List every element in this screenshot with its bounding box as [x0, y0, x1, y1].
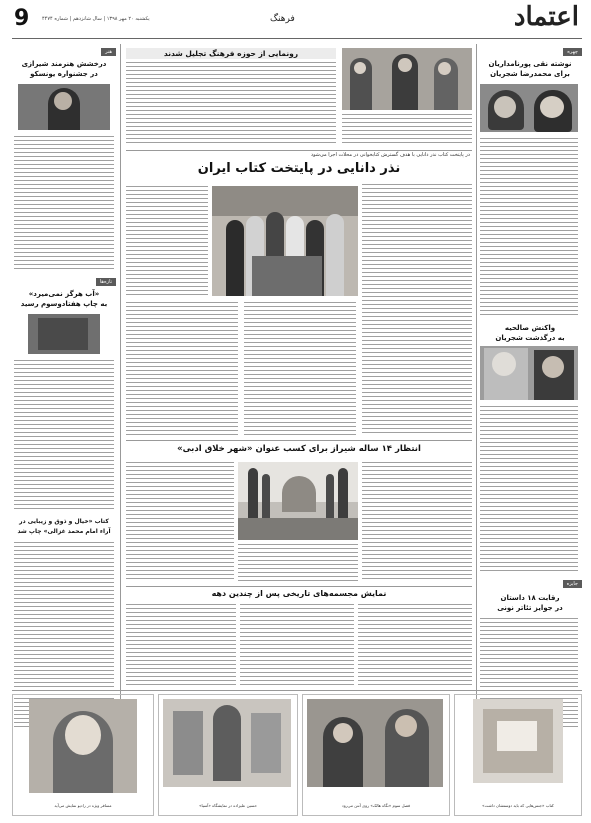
bottom-card-2 — [302, 694, 450, 816]
article-title-2-line2: به درگذشت شجریان — [495, 334, 565, 342]
main-subhead-bar — [126, 150, 472, 161]
section-tag: هنر — [101, 48, 116, 56]
portrait-photo-2 — [480, 346, 578, 400]
bottom-card-1 — [454, 694, 582, 816]
section-tag-2: تازه‌ها — [96, 278, 116, 286]
article-title-line2: برای محمدرضا شجریان — [490, 70, 570, 78]
photo-caption: کتاب «جنس‌هایی که باید دوستشان داشت» — [482, 803, 554, 808]
artwork-photo — [163, 699, 291, 787]
article-title-2-line2: به چاپ هفتادوسوم رسید — [20, 300, 108, 308]
section-tag-2: جایزه — [563, 580, 582, 588]
article-body — [14, 136, 114, 270]
top-headline: رونمایی از حوزه فرهنگ تجلیل شدند — [126, 48, 336, 59]
photo-caption: فصل سوم «نگاه هالک» روی آنتن می‌رود — [341, 803, 411, 808]
main-article-col4 — [244, 302, 356, 436]
main-article-col2 — [126, 186, 208, 296]
article-title-3: رقابت ۱۸ داستان — [500, 594, 560, 602]
masthead-rule — [12, 38, 582, 39]
mid-article-col3 — [238, 544, 358, 582]
column-divider — [120, 44, 121, 734]
article-title-line2: در جشنواره یونسکو — [30, 70, 98, 78]
bottom-headline: نمایش مجسمه‌های تاریخی پس از چندین دهه — [211, 589, 387, 598]
mid-headline: انتظار ۱۴ ساله شیراز برای کسب عنوان «شهر خلاق ادبی» — [177, 444, 421, 454]
top-article-body — [126, 62, 336, 146]
bottom-article-col1 — [358, 604, 472, 686]
article-title-2: واکنش صالحیه — [504, 324, 556, 332]
date-line: یکشنبه ۲۰ مهر ۱۳۹۸ | سال شانزدهم | شماره ۴۴۷۴ — [42, 16, 150, 22]
left-column — [12, 44, 116, 734]
article-body — [480, 138, 578, 318]
main-subhead: در پایتخت کتاب نذر دانایی با هدف گسترش کتابخوانی در محلات اجرا می‌شود — [310, 152, 470, 158]
article-title-3: کتاب «خیال و ذوق و زیبایی در — [19, 518, 109, 525]
portrait-photo — [29, 699, 137, 793]
logo: اعتماد — [513, 2, 579, 32]
main-headline: نذر دانایی در پایتخت کتاب ایران — [197, 161, 401, 176]
mid-article-col1 — [362, 462, 472, 582]
bottom-article-col3 — [126, 604, 236, 686]
ceremony-photo — [342, 48, 472, 110]
article-title: درخشش هنرمند شیرازی — [21, 60, 107, 68]
page-number: 9 — [14, 6, 30, 31]
photo-caption: مسافر ویژه در رادیو نمایش می‌آید — [54, 803, 112, 808]
masthead — [0, 0, 591, 40]
book-cover — [28, 314, 100, 354]
column-divider — [476, 44, 477, 734]
section-title: فرهنگ — [270, 14, 295, 24]
portrait-photo — [480, 84, 578, 132]
story-divider — [126, 440, 472, 441]
right-column — [478, 44, 582, 734]
tomb-photo — [238, 462, 358, 540]
photo-side-text — [342, 114, 472, 146]
bottom-card-3 — [158, 694, 298, 816]
bottom-strip-rule — [12, 690, 582, 691]
article-body-2 — [480, 406, 578, 572]
main-photo — [212, 186, 358, 296]
article-body-2 — [14, 360, 114, 510]
main-article-col3 — [126, 302, 238, 436]
article-title-3-line2: در جوایز تئاتر نونی — [497, 604, 563, 612]
actors-photo — [307, 699, 443, 787]
bottom-article-col2 — [240, 604, 354, 686]
bottom-card-4 — [12, 694, 154, 816]
article-title-3-line2: آراء امام محمد غزالی» چاپ شد — [17, 528, 111, 535]
main-article-col1 — [362, 184, 472, 436]
mid-article-col2 — [126, 462, 234, 582]
section-tag: چهره — [563, 48, 582, 56]
article-photo — [18, 84, 110, 130]
book-cover-photo — [473, 699, 563, 783]
article-title: نوشته نقی پورنامداریان — [488, 60, 572, 68]
article-title-2: «آب هرگز نمی‌میرد» — [28, 290, 100, 298]
photo-caption: حسین علیزاده در نمایشگاه «آسیا» — [199, 803, 257, 808]
story-divider — [126, 586, 472, 587]
